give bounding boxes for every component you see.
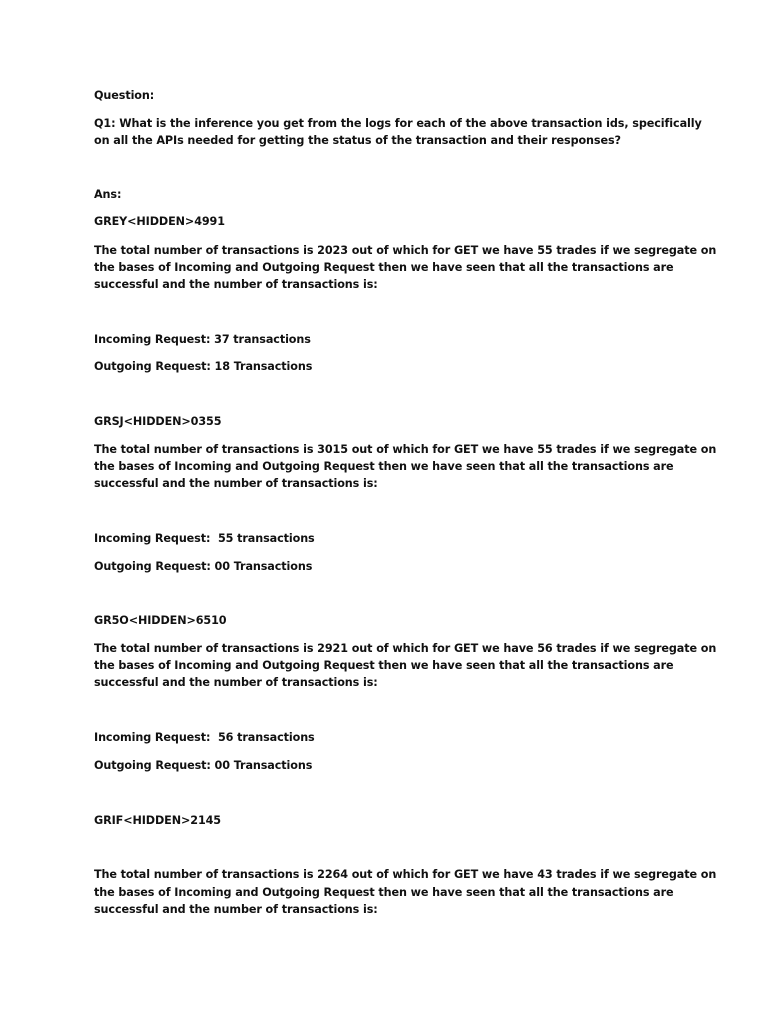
outgoing-request-count: Outgoing Request: 18 Transactions bbox=[94, 360, 313, 373]
incoming-request-count: Incoming Request: 37 transactions bbox=[94, 333, 311, 346]
question-heading: Question: bbox=[94, 89, 155, 102]
section-paragraph-line-2: the bases of Incoming and Outgoing Request then we have seen that all the transactions are bbox=[94, 886, 674, 899]
incoming-request-count: Incoming Request: 56 transactions bbox=[94, 731, 315, 744]
section-paragraph-line-2: the bases of Incoming and Outgoing Request then we have seen that all the transactions are bbox=[94, 460, 674, 473]
outgoing-request-count: Outgoing Request: 00 Transactions bbox=[94, 560, 313, 573]
transaction-id: GREY<HIDDEN>4991 bbox=[94, 215, 225, 228]
outgoing-request-count: Outgoing Request: 00 Transactions bbox=[94, 759, 313, 772]
question-text-line-1: Q1: What is the inference you get from the logs for each of the above transaction ids, specifically bbox=[94, 117, 702, 130]
transaction-id: GRIF<HIDDEN>2145 bbox=[94, 814, 221, 827]
question-text-line-2: on all the APIs needed for getting the status of the transaction and their responses? bbox=[94, 134, 621, 147]
section-paragraph-line-1: The total number of transactions is 2023 out of which for GET we have 55 trades if we segregate on bbox=[94, 244, 717, 257]
section-paragraph-line-3: successful and the number of transactions is: bbox=[94, 903, 378, 916]
section-paragraph-line-3: successful and the number of transactions is: bbox=[94, 676, 378, 689]
section-paragraph-line-1: The total number of transactions is 2921 out of which for GET we have 56 trades if we segregate on bbox=[94, 642, 717, 655]
transaction-id: GRSJ<HIDDEN>0355 bbox=[94, 415, 222, 428]
transaction-id: GR5O<HIDDEN>6510 bbox=[94, 614, 227, 627]
section-paragraph-line-3: successful and the number of transactions is: bbox=[94, 278, 378, 291]
section-paragraph-line-2: the bases of Incoming and Outgoing Request then we have seen that all the transactions are bbox=[94, 261, 674, 274]
incoming-request-count: Incoming Request: 55 transactions bbox=[94, 532, 315, 545]
section-paragraph-line-3: successful and the number of transactions is: bbox=[94, 477, 378, 490]
section-paragraph-line-2: the bases of Incoming and Outgoing Request then we have seen that all the transactions are bbox=[94, 659, 674, 672]
section-paragraph-line-1: The total number of transactions is 2264 out of which for GET we have 43 trades if we segregate on bbox=[94, 868, 717, 881]
section-paragraph-line-1: The total number of transactions is 3015 out of which for GET we have 55 trades if we segregate on bbox=[94, 443, 717, 456]
answer-heading: Ans: bbox=[94, 188, 122, 201]
